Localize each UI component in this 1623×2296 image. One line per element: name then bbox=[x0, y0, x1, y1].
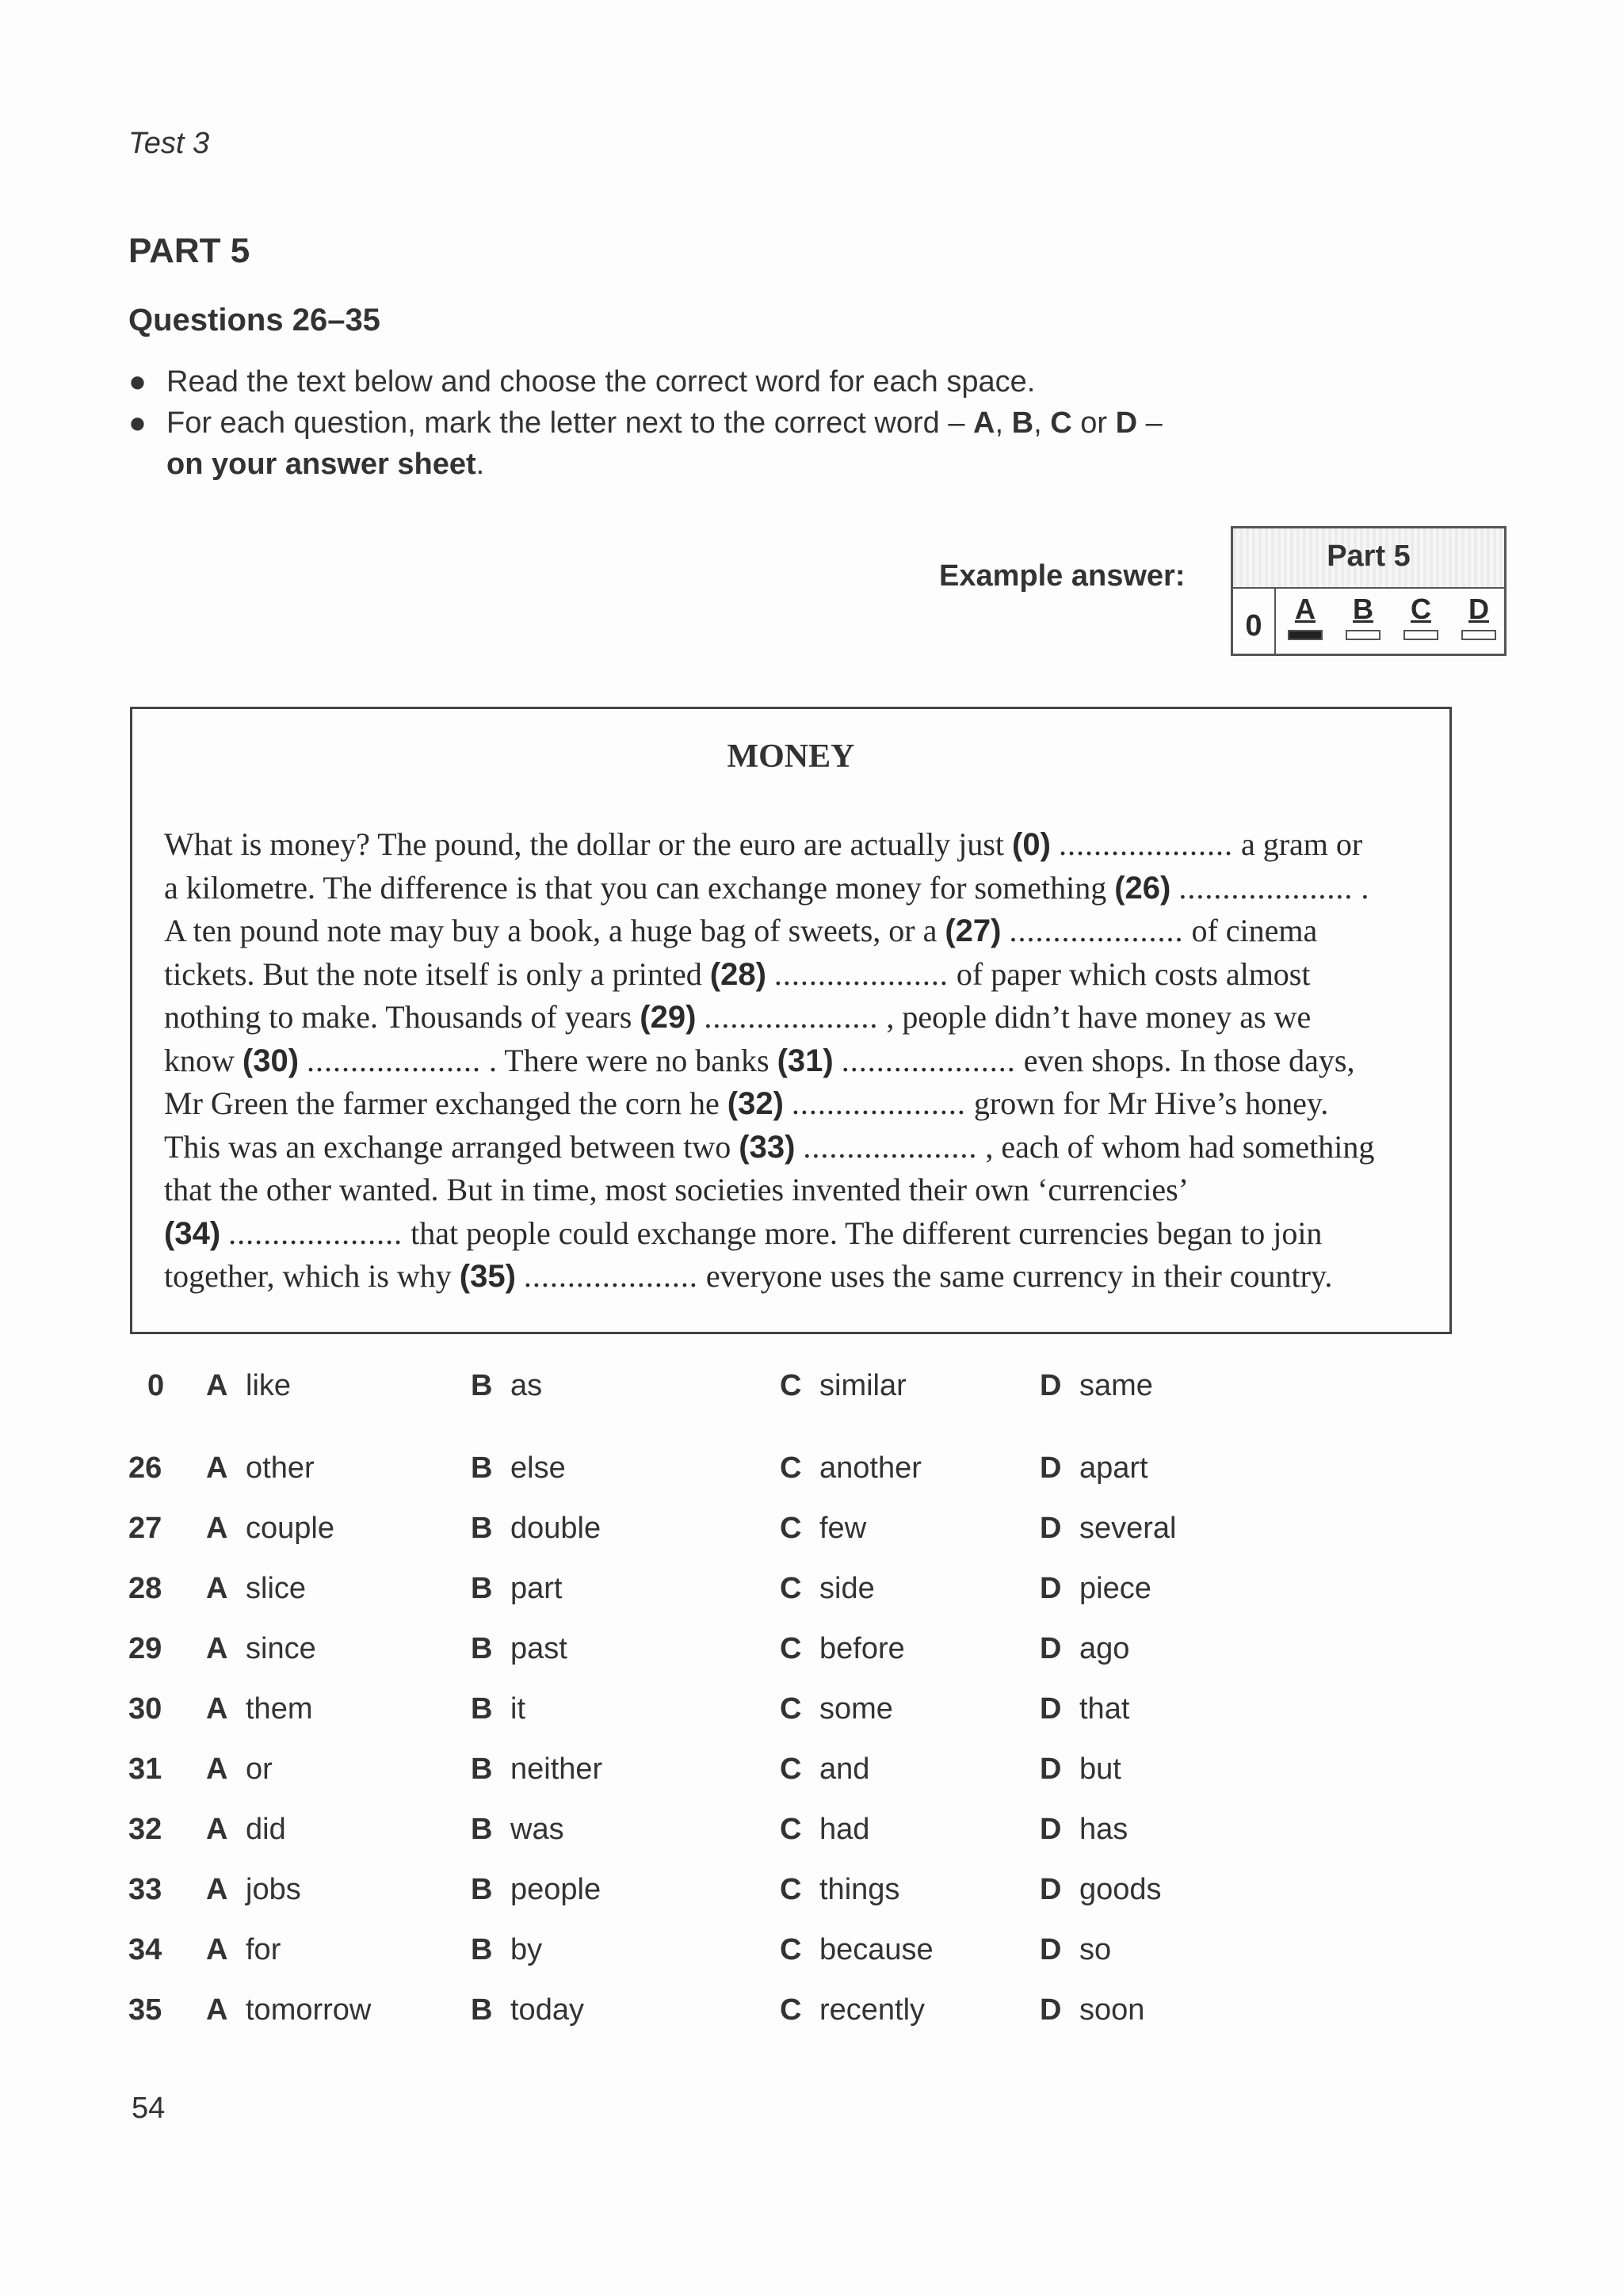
example-answer-label: Example answer: bbox=[939, 559, 1186, 593]
option-c[interactable] bbox=[780, 1369, 907, 1403]
option-word: side bbox=[819, 1572, 875, 1605]
option-letter: B bbox=[471, 1512, 493, 1545]
gap-blank: .................... bbox=[803, 1128, 978, 1165]
instructions-list bbox=[128, 361, 1317, 485]
option-word: piece bbox=[1079, 1572, 1151, 1605]
option-a[interactable] bbox=[206, 1692, 312, 1726]
option-d[interactable] bbox=[1040, 1933, 1111, 1967]
option-letter: D bbox=[1040, 1369, 1062, 1402]
option-letter: C bbox=[780, 1933, 802, 1966]
option-word: part bbox=[510, 1572, 563, 1605]
option-c[interactable] bbox=[780, 1572, 875, 1606]
option-b[interactable] bbox=[471, 1692, 525, 1726]
question-number: 31 bbox=[128, 1753, 162, 1786]
option-c[interactable] bbox=[780, 1873, 899, 1907]
example-option-c bbox=[1401, 593, 1441, 640]
question-options-row bbox=[128, 1451, 1317, 1491]
gap-number: (28) bbox=[709, 956, 766, 992]
question-number: 26 bbox=[128, 1451, 162, 1485]
option-c[interactable] bbox=[780, 1451, 922, 1486]
option-word: them bbox=[246, 1692, 313, 1726]
passage-line: a kilometre. The difference is that you can exchange money for something (26) .................... . bbox=[164, 869, 1369, 906]
question-number: 28 bbox=[128, 1572, 162, 1605]
option-d[interactable] bbox=[1040, 1873, 1162, 1907]
gap-number: (31) bbox=[777, 1043, 834, 1078]
option-word: things bbox=[819, 1873, 900, 1906]
option-c[interactable] bbox=[780, 1753, 869, 1787]
option-b[interactable] bbox=[471, 1993, 584, 2027]
example-box-title: Part 5 bbox=[1327, 540, 1411, 573]
option-letter: A bbox=[206, 1632, 228, 1665]
option-letter: D bbox=[1040, 1753, 1062, 1786]
question-options-row bbox=[128, 1632, 1317, 1672]
option-word: did bbox=[246, 1813, 286, 1846]
option-letter: B bbox=[471, 1753, 493, 1786]
question-number: 27 bbox=[128, 1512, 162, 1545]
option-b[interactable] bbox=[471, 1873, 601, 1907]
passage-line: together, which is why (35) .................... everyone uses the same currency in their country. bbox=[164, 1258, 1333, 1294]
option-word: has bbox=[1079, 1813, 1128, 1846]
option-letter: D bbox=[1468, 593, 1489, 625]
answer-mark-filled bbox=[1288, 630, 1323, 640]
option-word: had bbox=[819, 1813, 870, 1846]
gap-blank: .................... bbox=[1178, 869, 1354, 906]
bullet-icon: ● bbox=[128, 365, 147, 399]
option-letter: D bbox=[1040, 1692, 1062, 1726]
gap-number: (27) bbox=[945, 913, 1002, 948]
instruction-text: For each question, mark the letter next to the correct word – bbox=[166, 406, 974, 440]
option-letter: A bbox=[206, 1512, 228, 1545]
option-c[interactable] bbox=[780, 1512, 866, 1546]
option-letter: A bbox=[206, 1813, 228, 1846]
option-word: another bbox=[819, 1451, 922, 1485]
part-title: PART 5 bbox=[128, 231, 250, 270]
option-b[interactable] bbox=[471, 1933, 542, 1967]
option-letter: B bbox=[471, 1369, 493, 1402]
answer-mark-empty bbox=[1461, 630, 1496, 640]
option-letter: C bbox=[780, 1813, 802, 1846]
bullet-icon: ● bbox=[128, 406, 147, 440]
option-letter: C bbox=[780, 1993, 802, 2027]
page-number: 54 bbox=[132, 2092, 166, 2125]
example-option-d bbox=[1459, 593, 1499, 640]
option-a[interactable] bbox=[206, 1813, 286, 1847]
option-a[interactable] bbox=[206, 1572, 306, 1606]
gap-number: (26) bbox=[1114, 870, 1171, 906]
option-word: soon bbox=[1079, 1993, 1145, 2027]
option-a[interactable] bbox=[206, 1512, 334, 1546]
questions-range: Questions 26–35 bbox=[128, 303, 380, 338]
option-letter: B bbox=[471, 1692, 493, 1726]
question-options-row bbox=[128, 1572, 1317, 1611]
passage-line: nothing to make. Thousands of years (29) .................... , people didn’t have money as we bbox=[164, 999, 1312, 1035]
letter-b: B bbox=[1011, 406, 1034, 440]
option-word: apart bbox=[1079, 1451, 1148, 1485]
gap-blank: .................... bbox=[523, 1258, 698, 1294]
option-word: before bbox=[819, 1632, 905, 1665]
option-letter: C bbox=[1411, 593, 1431, 625]
option-d[interactable] bbox=[1040, 1813, 1128, 1847]
example-number: 0 bbox=[1245, 609, 1262, 643]
option-word: since bbox=[246, 1632, 316, 1665]
period: . bbox=[475, 448, 485, 481]
option-word: similar bbox=[819, 1369, 907, 1402]
option-letter: B bbox=[1353, 593, 1373, 625]
instruction-item bbox=[128, 361, 1317, 402]
reading-text-box bbox=[130, 707, 1452, 1334]
option-word: couple bbox=[246, 1512, 334, 1545]
option-letter: D bbox=[1040, 1933, 1062, 1966]
option-letter: D bbox=[1040, 1873, 1062, 1906]
option-word: it bbox=[510, 1692, 525, 1726]
gap-number: (30) bbox=[242, 1043, 300, 1078]
option-letter: A bbox=[1295, 593, 1316, 625]
option-a[interactable] bbox=[206, 1933, 281, 1967]
option-word: but bbox=[1079, 1753, 1121, 1786]
option-letter: B bbox=[471, 1813, 493, 1846]
question-number: 32 bbox=[128, 1813, 162, 1846]
option-word: same bbox=[1079, 1369, 1153, 1402]
option-letter: C bbox=[780, 1873, 802, 1906]
gap-blank: .................... bbox=[307, 1042, 482, 1078]
option-word: by bbox=[510, 1933, 543, 1966]
letter-c: C bbox=[1050, 406, 1072, 440]
option-word: few bbox=[819, 1512, 867, 1545]
option-word: double bbox=[510, 1512, 601, 1545]
option-letter: D bbox=[1040, 1451, 1062, 1485]
answer-mark-empty bbox=[1403, 630, 1438, 640]
gap-number: (34) bbox=[164, 1215, 221, 1251]
option-b[interactable] bbox=[471, 1451, 566, 1486]
gap-blank: .................... bbox=[773, 955, 949, 992]
passage bbox=[164, 823, 1432, 1299]
option-a[interactable] bbox=[206, 1369, 291, 1403]
passage-line: What is money? The pound, the dollar or the euro are actually just (0) .................... a gram or bbox=[164, 826, 1363, 862]
option-d[interactable] bbox=[1040, 1692, 1129, 1726]
option-letter: B bbox=[471, 1632, 493, 1665]
passage-line: know (30) .................... . There were no banks (31) .................... even shops. In those days, bbox=[164, 1042, 1355, 1078]
option-word: tomorrow bbox=[246, 1993, 372, 2027]
question-options-row bbox=[128, 1369, 1317, 1409]
option-letter: A bbox=[206, 1993, 228, 2027]
option-word: was bbox=[510, 1813, 564, 1846]
option-letter: C bbox=[780, 1692, 802, 1726]
option-c[interactable] bbox=[780, 1692, 893, 1726]
gap-blank: .................... bbox=[1058, 826, 1233, 862]
option-word: recently bbox=[819, 1993, 926, 2027]
question-options-row bbox=[128, 1512, 1317, 1551]
answer-sheet-emphasis: on your answer sheet bbox=[166, 448, 476, 481]
option-word: that bbox=[1079, 1692, 1130, 1726]
separator: , bbox=[995, 406, 1012, 440]
option-word: goods bbox=[1079, 1873, 1162, 1906]
option-word: neither bbox=[510, 1753, 603, 1786]
option-letter: A bbox=[206, 1572, 228, 1605]
passage-line: This was an exchange arranged between two (33) .................... , each of whom had something bbox=[164, 1128, 1375, 1165]
option-letter: D bbox=[1040, 1993, 1062, 2027]
option-word: as bbox=[510, 1369, 543, 1402]
option-c[interactable] bbox=[780, 1933, 934, 1967]
option-word: people bbox=[510, 1873, 601, 1906]
option-letter: A bbox=[206, 1369, 228, 1402]
option-word: so bbox=[1079, 1933, 1112, 1966]
option-word: past bbox=[510, 1632, 567, 1665]
instruction-text: Read the text below and choose the correct word for each space. bbox=[166, 365, 1036, 399]
question-options-row bbox=[128, 1993, 1317, 2033]
option-b[interactable] bbox=[471, 1632, 567, 1666]
option-a[interactable] bbox=[206, 1993, 371, 2027]
letter-d: D bbox=[1115, 406, 1138, 440]
answer-mark-empty bbox=[1346, 630, 1381, 640]
option-letter: B bbox=[471, 1933, 493, 1966]
option-letter: A bbox=[206, 1451, 228, 1485]
question-number: 35 bbox=[128, 1993, 162, 2027]
option-word: several bbox=[1079, 1512, 1177, 1545]
option-word: ago bbox=[1079, 1632, 1130, 1665]
question-options-row bbox=[128, 1873, 1317, 1913]
question-number: 30 bbox=[128, 1692, 162, 1726]
option-d[interactable] bbox=[1040, 1512, 1177, 1546]
option-letter: C bbox=[780, 1451, 802, 1485]
option-d[interactable] bbox=[1040, 1753, 1121, 1787]
question-options-row bbox=[128, 1933, 1317, 1973]
option-d[interactable] bbox=[1040, 1451, 1148, 1486]
dash: – bbox=[1137, 406, 1163, 440]
option-b[interactable] bbox=[471, 1512, 601, 1546]
example-box-header bbox=[1233, 528, 1504, 589]
option-a[interactable] bbox=[206, 1753, 273, 1787]
option-a[interactable] bbox=[206, 1873, 301, 1907]
gap-number: (35) bbox=[459, 1259, 516, 1294]
option-c[interactable] bbox=[780, 1632, 905, 1666]
option-letter: A bbox=[206, 1873, 228, 1906]
gap-blank: .................... bbox=[841, 1042, 1016, 1078]
option-word: and bbox=[819, 1753, 870, 1786]
letter-a: A bbox=[973, 406, 995, 440]
separator: or bbox=[1071, 406, 1116, 440]
option-b[interactable] bbox=[471, 1753, 602, 1787]
option-letter: C bbox=[780, 1753, 802, 1786]
question-number: 0 bbox=[147, 1369, 165, 1402]
gap-number: (33) bbox=[739, 1129, 796, 1165]
gap-blank: .................... bbox=[704, 999, 879, 1035]
option-b[interactable] bbox=[471, 1369, 542, 1403]
question-number: 33 bbox=[128, 1873, 162, 1906]
passage-line: (34) .................... that people could exchange more. The different currencies began to join bbox=[164, 1215, 1323, 1251]
running-head: Test 3 bbox=[128, 127, 210, 160]
passage-line: that the other wanted. But in time, most societies invented their own ‘currencies’ bbox=[164, 1172, 1189, 1207]
option-letter: D bbox=[1040, 1813, 1062, 1846]
option-d[interactable] bbox=[1040, 1993, 1144, 2027]
example-number-cell bbox=[1233, 587, 1276, 654]
option-letter: A bbox=[206, 1933, 228, 1966]
example-answer-box bbox=[1231, 526, 1507, 656]
option-letter: C bbox=[780, 1512, 802, 1545]
gap-blank: .................... bbox=[791, 1085, 966, 1121]
option-letter: A bbox=[206, 1692, 228, 1726]
passage-line: tickets. But the note itself is only a printed (28) .................... of paper which costs almost bbox=[164, 955, 1311, 992]
option-word: else bbox=[510, 1451, 566, 1485]
option-b[interactable] bbox=[471, 1813, 564, 1847]
option-word: slice bbox=[246, 1572, 307, 1605]
option-word: other bbox=[246, 1451, 315, 1485]
example-option-b bbox=[1343, 593, 1383, 640]
question-number: 29 bbox=[128, 1632, 162, 1665]
option-letter: B bbox=[471, 1993, 493, 2027]
question-options-row bbox=[128, 1753, 1317, 1792]
gap-blank: .................... bbox=[228, 1215, 403, 1251]
separator: , bbox=[1033, 406, 1051, 440]
option-letter: D bbox=[1040, 1632, 1062, 1665]
option-letter: C bbox=[780, 1572, 802, 1605]
option-word: some bbox=[819, 1692, 893, 1726]
option-word: today bbox=[510, 1993, 584, 2027]
text-title: MONEY bbox=[727, 738, 855, 775]
question-number: 34 bbox=[128, 1933, 162, 1966]
option-word: for bbox=[246, 1933, 281, 1966]
option-d[interactable] bbox=[1040, 1632, 1129, 1666]
option-word: like bbox=[246, 1369, 292, 1402]
option-a[interactable] bbox=[206, 1632, 316, 1666]
option-d[interactable] bbox=[1040, 1369, 1153, 1403]
question-options-row bbox=[128, 1692, 1317, 1732]
option-c[interactable] bbox=[780, 1813, 869, 1847]
option-letter: B bbox=[471, 1572, 493, 1605]
option-a[interactable] bbox=[206, 1451, 315, 1486]
gap-blank: .................... bbox=[1009, 913, 1184, 948]
gap-number: (29) bbox=[640, 1000, 697, 1035]
option-letter: B bbox=[471, 1873, 493, 1906]
gap-number: (32) bbox=[727, 1086, 784, 1121]
passage-line: A ten pound note may buy a book, a huge bag of sweets, or a (27) .................... of cinema bbox=[164, 913, 1318, 948]
option-letter: D bbox=[1040, 1572, 1062, 1605]
gap-number: (0) bbox=[1012, 827, 1051, 862]
option-letter: B bbox=[471, 1451, 493, 1485]
example-option-a bbox=[1285, 593, 1325, 640]
option-letter: D bbox=[1040, 1512, 1062, 1545]
option-word: or bbox=[246, 1753, 273, 1786]
option-word: because bbox=[819, 1933, 934, 1966]
question-options-row bbox=[128, 1813, 1317, 1852]
option-letter: C bbox=[780, 1369, 802, 1402]
option-d[interactable] bbox=[1040, 1572, 1151, 1606]
option-b[interactable] bbox=[471, 1572, 562, 1606]
option-letter: C bbox=[780, 1632, 802, 1665]
instruction-item bbox=[128, 402, 1317, 485]
option-letter: A bbox=[206, 1753, 228, 1786]
passage-line: Mr Green the farmer exchanged the corn he (32) .................... grown for Mr Hive’s honey. bbox=[164, 1085, 1329, 1121]
option-c[interactable] bbox=[780, 1993, 925, 2027]
option-word: jobs bbox=[246, 1873, 301, 1906]
